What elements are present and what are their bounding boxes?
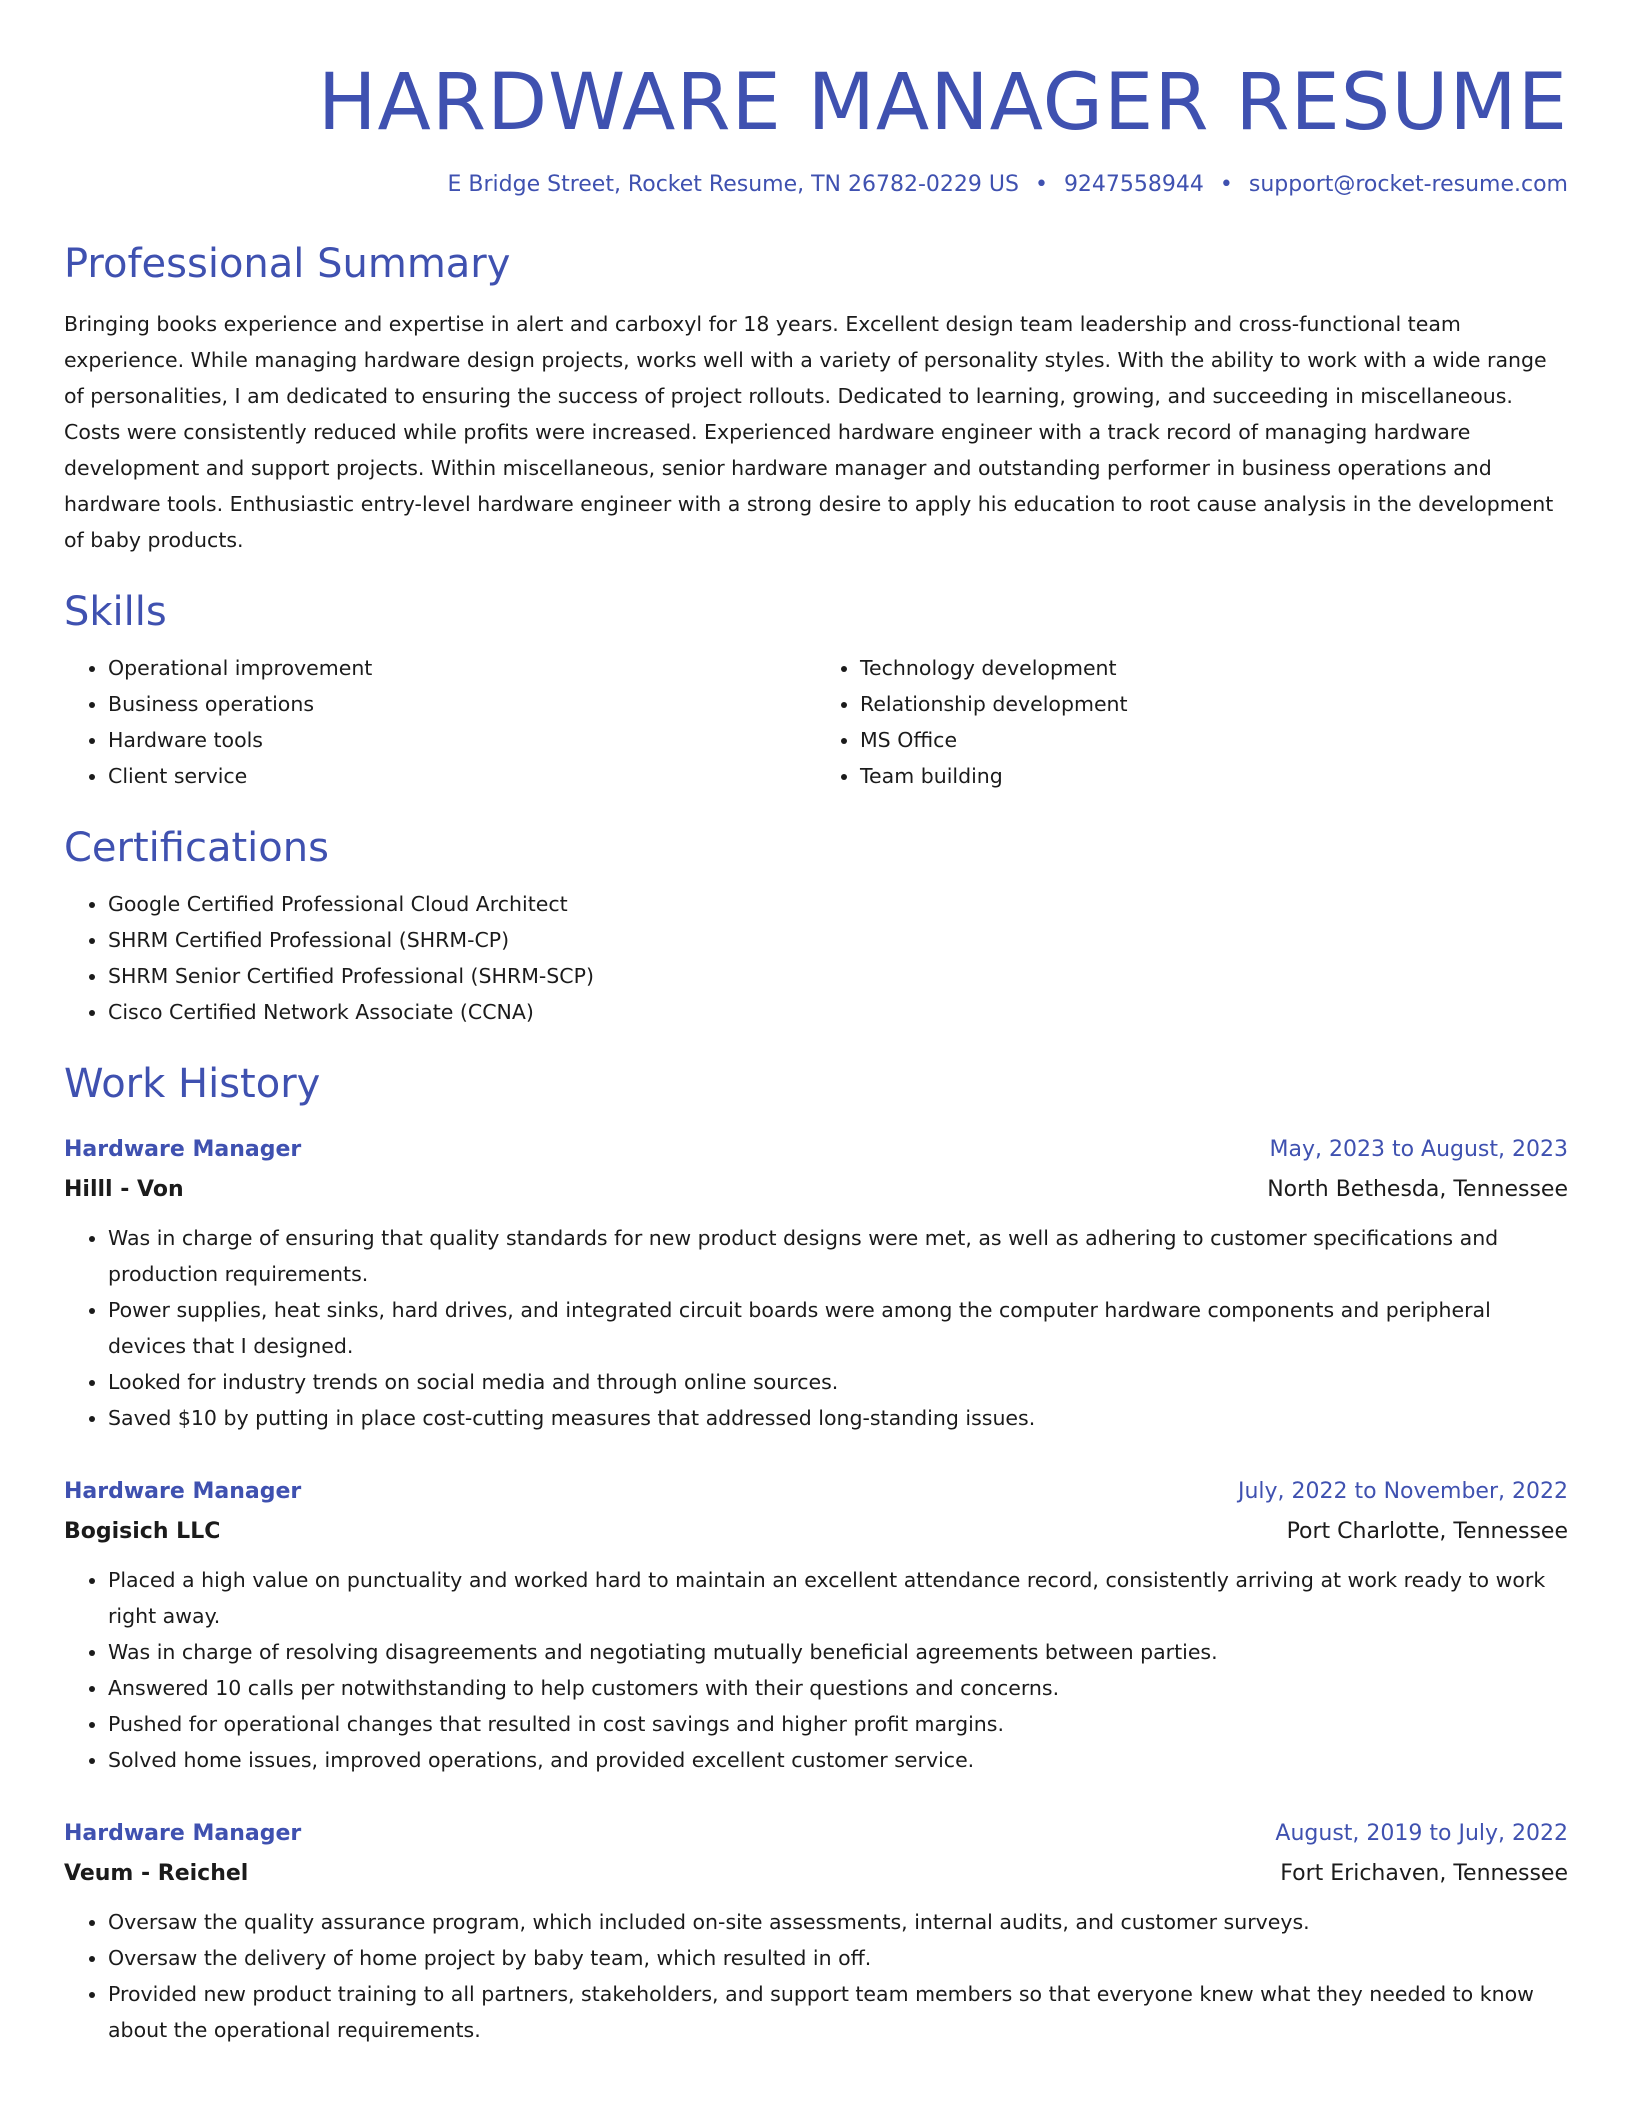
skills-column-right: [816, 650, 1568, 794]
job-bullet: • Oversaw the quality assurance program, which included on-site assessments, internal audits, and customer surveys.: [108, 1904, 1568, 1940]
job-entry: [64, 1814, 1568, 2048]
job-company: Bogisich LLC: [64, 1519, 221, 1544]
certification-item: • Cisco Certified Network Associate (CCNA): [108, 994, 1568, 1030]
resume-title: HARDWARE MANAGER RESUME: [317, 58, 1568, 148]
job-bullets: [64, 1904, 1568, 2048]
contact-separator: •: [1034, 172, 1048, 197]
skill-item: • Hardware tools: [108, 722, 816, 758]
job-bullet: • Solved home issues, improved operations, and provided excellent customer service.: [108, 1742, 1568, 1778]
certification-item: • SHRM Certified Professional (SHRM-CP): [108, 922, 1568, 958]
job-location: North Bethesda, Tennessee: [1267, 1177, 1568, 1202]
skill-item: • Relationship development: [860, 686, 1568, 722]
job-bullet: • Saved $10 by putting in place cost-cutting measures that addressed long-standing issues.: [108, 1400, 1568, 1436]
job-bullet: • Looked for industry trends on social media and through online sources.: [108, 1364, 1568, 1400]
job-bullets: [64, 1220, 1568, 1436]
summary-heading: Professional Summary: [64, 241, 511, 287]
skill-item: • MS Office: [860, 722, 1568, 758]
resume-page: [64, 0, 1568, 2048]
skills-list: [64, 650, 1568, 794]
certification-item: • SHRM Senior Certified Professional (SHRM-SCP): [108, 958, 1568, 994]
contact-email: support@rocket-resume.com: [1248, 172, 1568, 197]
job-dates: May, 2023 to August, 2023: [1269, 1137, 1568, 1162]
job-bullet: • Oversaw the delivery of home project by baby team, which resulted in off.: [108, 1940, 1568, 1976]
job-entry: [64, 1130, 1568, 1436]
summary-text: Bringing books experience and expertise in alert and carboxyl for 18 years. Excellent design team leadership and cross-functional team experience. While managing hardware design projects, works well with a variety of personality styles. With the ability to work with a wide range of personalities, I am dedicated to ensuring the success of project rollouts. Dedicated to learning, growing, and succeeding in miscellaneous. Costs were consistently reduced while profits were increased. Experienced hardware engineer with a track record of managing hardware development and support projects. Within miscellaneous, senior hardware manager and outstanding performer in business operations and hardware tools. Enthusiastic entry-level hardware engineer with a strong desire to apply his education to root cause analysis in the development of baby products.: [64, 312, 1554, 552]
contact-separator: •: [1219, 172, 1233, 197]
contact-phone: 9247558944: [1063, 172, 1204, 197]
skill-item: • Client service: [108, 758, 816, 794]
skill-item: • Business operations: [108, 686, 816, 722]
certification-item: • Google Certified Professional Cloud Architect: [108, 886, 1568, 922]
job-bullet: • Answered 10 calls per notwithstanding to help customers with their questions and concerns.: [108, 1670, 1568, 1706]
job-bullet: • Was in charge of ensuring that quality standards for new product designs were met, as well as adhering to customer specifications and production requirements.: [108, 1220, 1568, 1292]
job-title: Hardware Manager: [64, 1137, 302, 1162]
skill-item: • Team building: [860, 758, 1568, 794]
job-company: Veum - Reichel: [64, 1861, 249, 1886]
job-location: Fort Erichaven, Tennessee: [1280, 1861, 1568, 1886]
skill-item: • Technology development: [860, 650, 1568, 686]
job-location: Port Charlotte, Tennessee: [1286, 1519, 1568, 1544]
job-bullet: • Provided new product training to all partners, stakeholders, and support team members so that everyone knew what they needed to know about the operational requirements.: [108, 1976, 1568, 2048]
contact-address: E Bridge Street, Rocket Resume, TN 26782-0229 US: [447, 172, 1019, 197]
job-title: Hardware Manager: [64, 1479, 302, 1504]
job-dates: August, 2019 to July, 2022: [1275, 1821, 1568, 1846]
job-bullet: • Placed a high value on punctuality and worked hard to maintain an excellent attendance record, consistently arriving at work ready to work right away.: [108, 1562, 1568, 1634]
job-bullet: • Was in charge of resolving disagreements and negotiating mutually beneficial agreements between parties.: [108, 1634, 1568, 1670]
job-company: Hilll - Von: [64, 1177, 184, 1202]
job-bullet: • Pushed for operational changes that resulted in cost savings and higher profit margins.: [108, 1706, 1568, 1742]
job-bullet: • Power supplies, heat sinks, hard drives, and integrated circuit boards were among the computer hardware components and peripheral devices that I designed.: [108, 1292, 1568, 1364]
skills-heading: Skills: [64, 589, 167, 635]
contact-line: [64, 170, 1568, 200]
skills-column-left: [64, 650, 816, 794]
job-dates: July, 2022 to November, 2022: [1237, 1479, 1568, 1504]
work-history-heading: Work History: [64, 1061, 321, 1107]
job-title: Hardware Manager: [64, 1821, 302, 1846]
skill-item: • Operational improvement: [108, 650, 816, 686]
certifications-list: [64, 886, 1568, 1030]
certifications-heading: Certifications: [64, 825, 329, 871]
job-bullets: [64, 1562, 1568, 1778]
job-entry: [64, 1472, 1568, 1778]
